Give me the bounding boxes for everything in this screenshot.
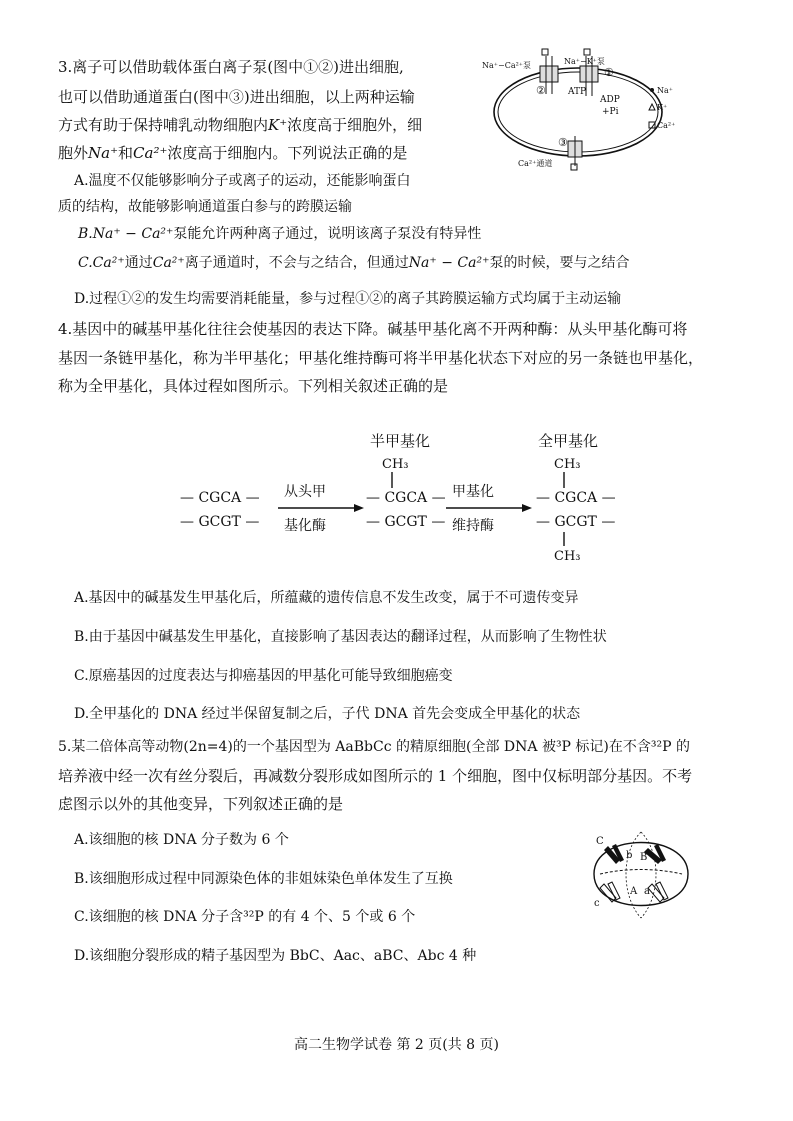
pump-1-shape bbox=[540, 66, 558, 82]
gene-c-lower: c bbox=[594, 898, 600, 909]
q3-option-b bbox=[78, 224, 481, 244]
q3-option-c-mid2: Ca²⁺ bbox=[152, 255, 185, 271]
ch3-full-bottom: CH₃ bbox=[554, 549, 581, 564]
page-footer: 高二生物学试卷 第 2 页(共 8 页) bbox=[294, 1037, 499, 1053]
arrow-2-top: 甲基化 bbox=[452, 484, 494, 500]
gene-b-lower: b bbox=[626, 850, 633, 861]
q5-line-3: 虑图示以外的其他变异，下列叙述正确的是 bbox=[58, 795, 344, 813]
q3-option-c-mid4: Na⁺ − Ca²⁺ bbox=[408, 255, 490, 271]
q3-option-b-prefix: B.Na⁺ − Ca²⁺ bbox=[78, 226, 174, 242]
q3-line-4-tail: 浓度高于细胞内。下列说法正确的是 bbox=[167, 144, 408, 162]
ion-ca: Ca²⁺ bbox=[133, 144, 168, 162]
q5-option-d: D.该细胞分裂形成的精子基因型为 BbC、Aac、aBC、Abc 4 种 bbox=[74, 948, 477, 964]
arrow-2-bottom: 维持酶 bbox=[452, 518, 494, 534]
q4-option-a: A.基因中的碱基发生甲基化后，所蕴藏的遗传信息不发生改变，属于不可遗传变异 bbox=[74, 590, 579, 606]
q3-option-c-mid1: 通过 bbox=[124, 255, 153, 271]
full-methylation-label: 全甲基化 bbox=[538, 432, 599, 450]
q3-option-c-tail: 泵的时候，要与之结合 bbox=[489, 255, 630, 271]
q4-option-b: B.由于基因中碱基发生甲基化，直接影响了基因表达的翻译过程，从而影响了生物性状 bbox=[74, 629, 607, 645]
adp-label: ADP bbox=[600, 95, 620, 105]
pump-1-label: Na⁺−Ca²⁺泵 bbox=[482, 61, 532, 70]
q5-line-2: 培养液中经一次有丝分裂后，再减数分裂形成如图所示的 1 个细胞，图中仅标明部分基因。不考 bbox=[58, 767, 693, 785]
q5-cell-figure bbox=[586, 822, 696, 926]
seq-1-bottom: — GCGT — bbox=[180, 514, 260, 530]
arrow-1-bottom: 基化酶 bbox=[284, 518, 326, 534]
q5-option-a: A.该细胞的核 DNA 分子数为 6 个 bbox=[74, 832, 289, 848]
gene-a-lower: a bbox=[644, 886, 650, 897]
seq-2-top: — CGCA — bbox=[366, 490, 446, 506]
methylation-figure bbox=[170, 428, 620, 566]
marker-2: ② bbox=[536, 84, 546, 97]
q3-option-a-2: 质的结构，故能够影响通道蛋白参与的跨膜运输 bbox=[58, 199, 352, 215]
q3-option-a-1: A.温度不仅能够影响分子或离子的运动，还能影响蛋白 bbox=[74, 173, 411, 189]
ch3-full-top: CH₃ bbox=[554, 457, 581, 472]
seq-3-bottom: — GCGT — bbox=[536, 514, 616, 530]
ch3-half-top: CH₃ bbox=[382, 457, 409, 472]
q3-line-3-head: 方式有助于保持哺乳动物细胞内 bbox=[58, 116, 269, 134]
q3-option-b-tail: 泵能允许两种离子通过，说明该离子泵没有特异性 bbox=[173, 226, 482, 242]
pump-2-shape bbox=[580, 66, 598, 82]
q5-option-b: B.该细胞形成过程中同源染色体的非姐妹染色单体发生了互换 bbox=[74, 871, 453, 887]
q3-option-d: D.过程①②的发生均需要消耗能量，参与过程①②的离子其跨膜运输方式均属于主动运输 bbox=[74, 291, 622, 307]
q3-cell-figure bbox=[480, 46, 680, 176]
q3-line-4-head: 胞外 bbox=[58, 144, 89, 162]
legend-na: Na⁺ bbox=[657, 86, 673, 95]
atp-label: ATP bbox=[568, 87, 587, 97]
q4-option-c: C.原癌基因的过度表达与抑癌基因的甲基化可能导致细胞癌变 bbox=[74, 668, 453, 684]
legend-k: K⁺ bbox=[657, 103, 668, 112]
q3-line-3-tail: 浓度高于细胞外，细 bbox=[287, 116, 423, 134]
q5-option-c: C.该细胞的核 DNA 分子含³²P 的有 4 个、5 个或 6 个 bbox=[74, 909, 416, 925]
ion-k: K⁺ bbox=[268, 116, 288, 134]
q3-line-3 bbox=[58, 115, 422, 135]
q3-line-2: 也可以借助通道蛋白(图中③)进出细胞，以上两种运输 bbox=[58, 88, 415, 106]
seq-2-bottom: — GCGT — bbox=[366, 514, 446, 530]
q3-option-c bbox=[78, 253, 629, 273]
channel-label: Ca²⁺通道 bbox=[518, 159, 553, 168]
ion-na: Na⁺ bbox=[88, 144, 119, 162]
q3-and: 和 bbox=[118, 144, 134, 162]
seq-3-top: — CGCA — bbox=[536, 490, 616, 506]
marker-3: ③ bbox=[558, 136, 568, 149]
q4-line-2: 基因一条链甲基化，称为半甲基化；甲基化维持酶可将半甲基化状态下对应的另一条链也甲基化， bbox=[58, 349, 704, 367]
arrow-1-top: 从头甲 bbox=[284, 484, 326, 500]
gene-c-upper: C bbox=[596, 836, 604, 847]
half-methylation-label: 半甲基化 bbox=[370, 432, 431, 450]
pump-2-label: Na⁺−K⁺泵 bbox=[564, 57, 605, 66]
q4-line-3: 称为全甲基化，具体过程如图所示。下列相关叙述正确的是 bbox=[58, 377, 449, 395]
marker-1: ① bbox=[604, 66, 614, 79]
seq-1-top: — CGCA — bbox=[180, 490, 260, 506]
q3-option-c-mid3: 离子通道时，不会与之结合，但通过 bbox=[184, 255, 409, 271]
q4-line-1: 4.基因中的碱基甲基化往往会使基因的表达下降。碱基甲基化离不开两种酶：从头甲基化酶可将 bbox=[58, 320, 688, 338]
gene-a-upper: A bbox=[630, 886, 638, 897]
q3-option-c-prefix: C.Ca²⁺ bbox=[78, 255, 125, 271]
q4-option-d: D.全甲基化的 DNA 经过半保留复制之后，子代 DNA 首先会变成全甲基化的状态 bbox=[74, 706, 581, 722]
q5-line-1: 5.某二倍体高等动物(2n=4)的一个基因型为 AaBbCc 的精原细胞(全部 DNA 被³P 标记)在不含³²P 的 bbox=[58, 739, 690, 755]
q3-line-1: 3.离子可以借助载体蛋白离子泵(图中①②)进出细胞, bbox=[58, 58, 404, 76]
q3-line-4 bbox=[58, 143, 407, 163]
legend-ca: Ca²⁺ bbox=[657, 121, 676, 130]
pi-label: +Pi bbox=[602, 107, 619, 117]
gene-b-upper: B bbox=[640, 852, 648, 863]
